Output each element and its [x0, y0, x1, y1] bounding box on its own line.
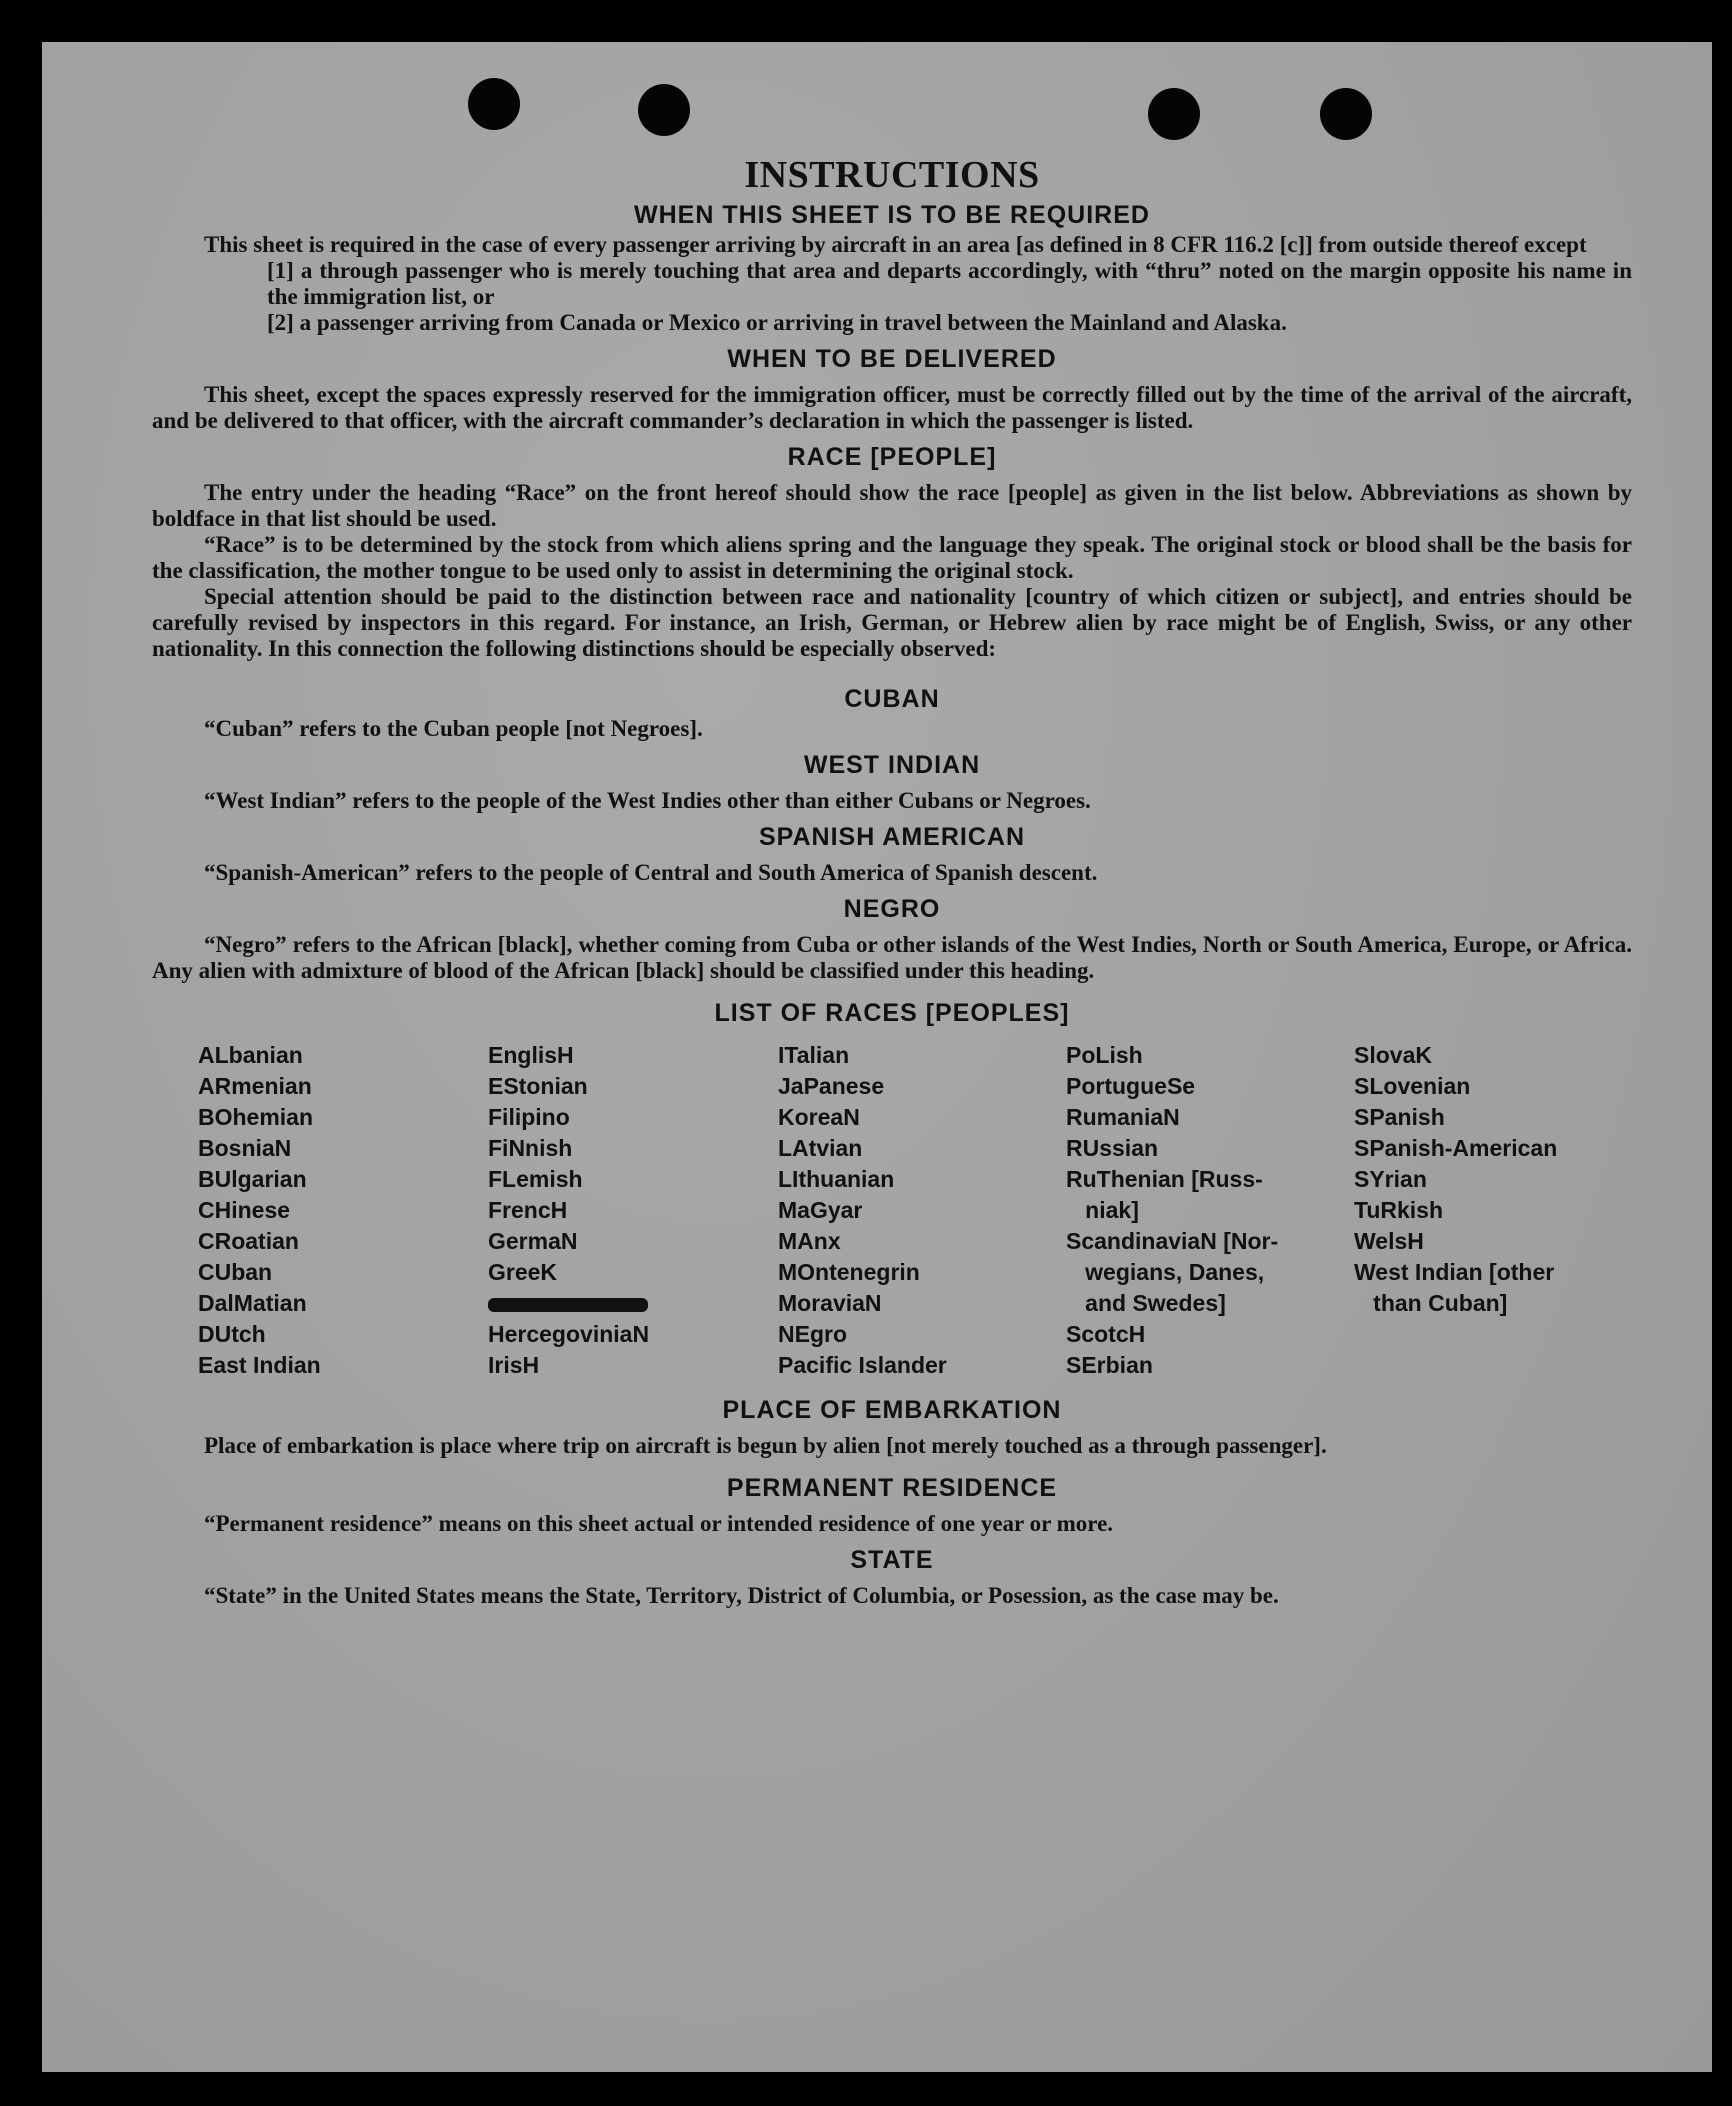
west-indian-text: “West Indian” refers to the people of the West Indies other than either Cubans or Negroes. — [204, 788, 1091, 813]
race-item: CUban — [198, 1259, 273, 1285]
race-item: and Swedes] — [1066, 1290, 1226, 1316]
race-item: East Indian — [198, 1352, 321, 1378]
state-text: “State” in the United States means the State, Territory, District of Columbia, or Posession, as the case may be. — [204, 1583, 1279, 1608]
race-item: GermaN — [488, 1228, 578, 1254]
races-column-1 — [198, 1040, 488, 1381]
spanish-american-text: “Spanish-American” refers to the people of Central and South America of Spanish descent. — [204, 860, 1098, 885]
punch-hole — [1320, 88, 1372, 140]
instructions-body — [152, 152, 1632, 1609]
punch-hole — [468, 78, 520, 130]
race-item: BosniaN — [198, 1135, 292, 1161]
race-item: MAnx — [778, 1228, 841, 1254]
race-item: EnglisH — [488, 1042, 574, 1068]
page-title: INSTRUCTIONS — [744, 154, 1040, 196]
race-item: than Cuban] — [1354, 1290, 1508, 1316]
heading-list-of-races: LIST OF RACES [PEOPLES] — [714, 999, 1070, 1027]
race-item: ScandinaviaN [Nor- — [1066, 1228, 1279, 1254]
race-item: LAtvian — [778, 1135, 863, 1161]
race-item: PortugueSe — [1066, 1073, 1196, 1099]
negro-text: “Negro” refers to the African [black], whether coming from Cuba or other islands of the West Indies, North or South America, Europe, or Africa. Any alien with admixture of blood of the African [black] should be classified under this heading. — [152, 932, 1632, 983]
document-sheet — [42, 42, 1712, 2072]
race-item: ALbanian — [198, 1042, 303, 1068]
heading-negro: NEGRO — [843, 895, 941, 923]
redaction-mark — [488, 1298, 648, 1312]
race-item: SPanish-American — [1354, 1135, 1558, 1161]
redacted-race-item — [488, 1288, 778, 1319]
race-item: ScotcH — [1066, 1321, 1146, 1347]
heading-cuban: CUBAN — [844, 685, 940, 713]
race-item: DalMatian — [198, 1290, 307, 1316]
race-item: LIthuanian — [778, 1166, 895, 1192]
race-item: KoreaN — [778, 1104, 860, 1130]
race-item: EStonian — [488, 1073, 588, 1099]
punch-hole — [1148, 88, 1200, 140]
races-column-2 — [488, 1040, 778, 1381]
race-item: WelsH — [1354, 1228, 1424, 1254]
race-item: BOhemian — [198, 1104, 314, 1130]
race-item: PoLish — [1066, 1042, 1143, 1068]
race-item: RuThenian [Russ- — [1066, 1166, 1263, 1192]
race-item: JaPanese — [778, 1073, 885, 1099]
heading-race: RACE [PEOPLE] — [787, 443, 997, 471]
race-paragraph-2: “Race” is to be determined by the stock from which aliens spring and the language they speak. The original stock or blood shall be the basis for the classification, the mother tongue to be used only to assist in determining the original stock. — [152, 532, 1632, 583]
race-item: GreeK — [488, 1259, 558, 1285]
race-item: CHinese — [198, 1197, 291, 1223]
race-item: BUlgarian — [198, 1166, 307, 1192]
heading-when-delivered: WHEN TO BE DELIVERED — [727, 345, 1057, 373]
race-item: ARmenian — [198, 1073, 312, 1099]
race-item: wegians, Danes, — [1066, 1259, 1265, 1285]
race-item: Pacific Islander — [778, 1352, 947, 1378]
race-item: MaGyar — [778, 1197, 863, 1223]
race-item: niak] — [1066, 1197, 1139, 1223]
races-column-5 — [1354, 1040, 1654, 1381]
race-item: SErbian — [1066, 1352, 1153, 1378]
race-item: Filipino — [488, 1104, 570, 1130]
race-item: West Indian [other — [1354, 1259, 1555, 1285]
when-required-item-2: [2] a passenger arriving from Canada or Mexico or arriving in travel between the Mainland and Alaska. — [267, 310, 1287, 335]
races-column-4 — [1066, 1040, 1354, 1381]
race-item: SlovaK — [1354, 1042, 1432, 1068]
heading-west-indian: WEST INDIAN — [803, 751, 981, 779]
heading-permanent-residence: PERMANENT RESIDENCE — [726, 1474, 1058, 1502]
heading-when-required: WHEN THIS SHEET IS TO BE REQUIRED — [634, 201, 1150, 229]
when-required-item-1: [1] a through passenger who is merely touching that area and departs accordingly, with “thru” noted on the margin opposite his name in the immigration list, or — [267, 258, 1632, 309]
race-item: DUtch — [198, 1321, 266, 1347]
race-item: IrisH — [488, 1352, 540, 1378]
heading-spanish-american: SPANISH AMERICAN — [758, 823, 1025, 851]
race-item: RUssian — [1066, 1135, 1159, 1161]
race-item: FiNnish — [488, 1135, 573, 1161]
race-item: MOntenegrin — [778, 1259, 920, 1285]
race-item: RumaniaN — [1066, 1104, 1180, 1130]
race-item: MoraviaN — [778, 1290, 882, 1316]
race-item: ITalian — [778, 1042, 850, 1068]
when-delivered-text: This sheet, except the spaces expressly reserved for the immigration officer, must be correctly filled out by the time of the arrival of the aircraft, and be delivered to that officer, with the aircraft commander’s declaration in which the passenger is listed. — [152, 382, 1632, 433]
when-required-intro: This sheet is required in the case of every passenger arriving by aircraft in an area [as defined in 8 CFR 116.2 [c]] from outside thereof except — [204, 232, 1587, 257]
race-item: FLemish — [488, 1166, 583, 1192]
heading-state: STATE — [850, 1546, 934, 1574]
race-paragraph-1: The entry under the heading “Race” on the front hereof should show the race [people] as given in the list below. Abbreviations as shown by boldface in that list should be used. — [152, 480, 1632, 531]
heading-embarkation: PLACE OF EMBARKATION — [722, 1396, 1062, 1424]
race-item: SYrian — [1354, 1166, 1427, 1192]
permanent-residence-text: “Permanent residence” means on this sheet actual or intended residence of one year or more. — [204, 1511, 1114, 1536]
race-item: TuRkish — [1354, 1197, 1444, 1223]
race-item: NEgro — [778, 1321, 847, 1347]
race-item: SPanish — [1354, 1104, 1445, 1130]
race-item: HercegoviniaN — [488, 1321, 650, 1347]
embarkation-text: Place of embarkation is place where trip on aircraft is begun by alien [not merely touched as a through passenger]. — [204, 1433, 1327, 1458]
races-list — [198, 1040, 1632, 1381]
races-column-3 — [778, 1040, 1066, 1381]
race-paragraph-3: Special attention should be paid to the distinction between race and nationality [country of which citizen or subject], and entries should be carefully revised by inspectors in this regard. For instance, an Irish, German, or Hebrew alien by race might be of English, Swiss, or any other nationality. In this connection the following distinctions should be especially observed: — [152, 584, 1632, 661]
race-item: CRoatian — [198, 1228, 299, 1254]
cuban-text: “Cuban” refers to the Cuban people [not Negroes]. — [204, 716, 703, 741]
punch-hole — [638, 84, 690, 136]
race-item: FrencH — [488, 1197, 568, 1223]
race-item: SLovenian — [1354, 1073, 1471, 1099]
